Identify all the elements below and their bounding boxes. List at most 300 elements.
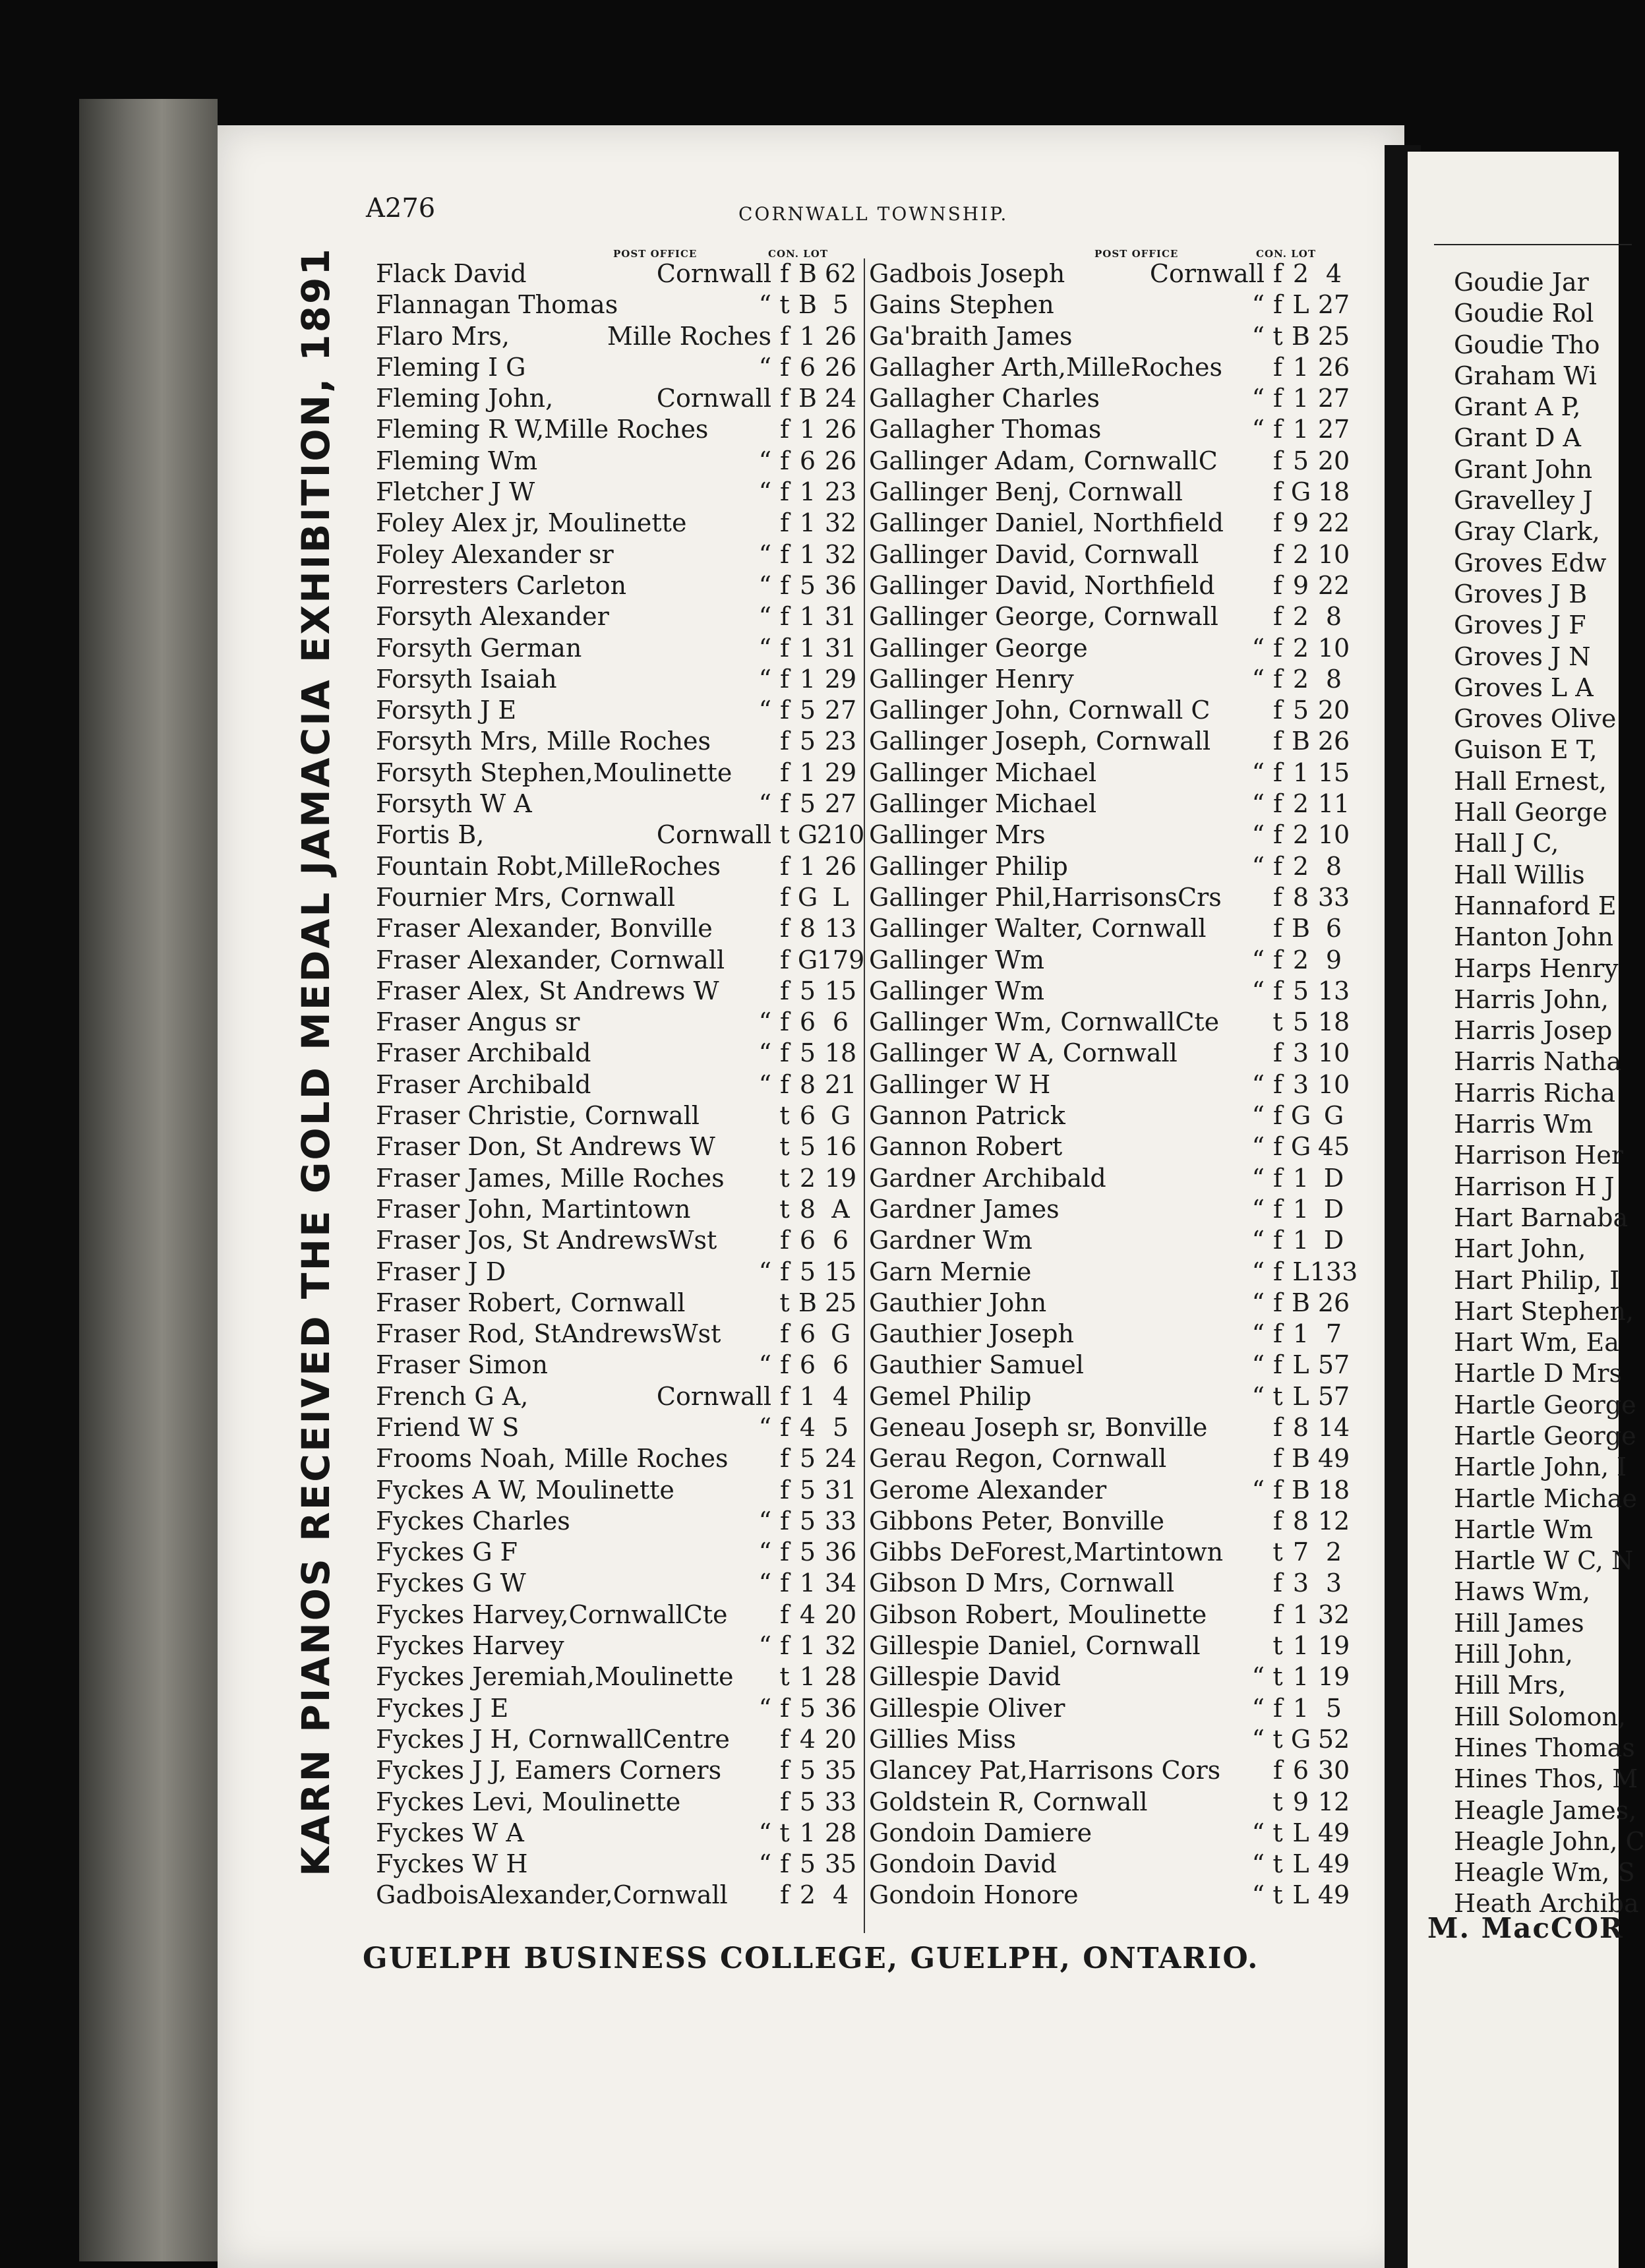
entry-name: Flaro Mrs, bbox=[376, 321, 510, 351]
entry-lot: 26 bbox=[1317, 727, 1350, 756]
entry-type: t bbox=[779, 1818, 790, 1847]
entry-lot: 179 bbox=[816, 945, 865, 974]
entry-type: f bbox=[1272, 851, 1283, 881]
directory-entry bbox=[376, 539, 857, 570]
directory-entry bbox=[869, 1443, 1350, 1474]
entry-name: Gains Stephen bbox=[869, 290, 1054, 320]
directory-entry bbox=[869, 664, 1350, 695]
entry-type: f bbox=[1272, 1226, 1283, 1255]
entry-name: Gallinger Joseph, Cornwall bbox=[869, 727, 1211, 756]
next-page-entry: Groves Edw bbox=[1454, 548, 1607, 578]
entry-name: Gibbons Peter, Bonville bbox=[869, 1506, 1165, 1536]
entry-name: GadboisAlexander,Cornwall bbox=[376, 1880, 728, 1910]
next-page-footer: M. MacCOR bbox=[1427, 1912, 1624, 1944]
entry-post-office: “ bbox=[758, 1818, 771, 1847]
entry-con: 5 bbox=[799, 1506, 816, 1536]
entry-type: f bbox=[1272, 1506, 1283, 1536]
entry-post-office: “ bbox=[1251, 1475, 1265, 1505]
entry-post-office: “ bbox=[758, 696, 771, 725]
entry-type: f bbox=[779, 1693, 790, 1723]
entry-lot: 28 bbox=[824, 1818, 857, 1847]
entry-con: 8 bbox=[1292, 1412, 1309, 1442]
entry-con: 2 bbox=[1292, 664, 1309, 694]
entry-post-office: “ bbox=[1251, 415, 1265, 444]
entry-type: f bbox=[779, 727, 790, 756]
directory-entry bbox=[376, 1537, 857, 1568]
entry-name: Glancey Pat,Harrisons Cors bbox=[869, 1756, 1221, 1785]
entry-lot: 21 bbox=[824, 1069, 857, 1099]
entry-lot: G bbox=[830, 1101, 851, 1131]
directory-entry bbox=[376, 1880, 857, 1911]
entry-type: f bbox=[779, 882, 790, 912]
entry-lot: 20 bbox=[824, 1599, 857, 1629]
entry-post-office: “ bbox=[758, 1069, 771, 1099]
entry-type: t bbox=[779, 1662, 790, 1692]
entry-con: L bbox=[1292, 1849, 1309, 1879]
entry-lot: 6 bbox=[832, 1226, 849, 1255]
entry-lot: 27 bbox=[1317, 415, 1350, 444]
next-page-entry: Heagle James, bbox=[1454, 1795, 1637, 1825]
entry-name: Flack David bbox=[376, 259, 527, 288]
entry-type: t bbox=[1272, 1662, 1283, 1692]
directory-entry bbox=[376, 321, 857, 352]
entry-lot: D bbox=[1323, 1194, 1344, 1224]
entry-type: f bbox=[1272, 415, 1283, 444]
directory-entry bbox=[376, 570, 857, 601]
entry-lot: 10 bbox=[1317, 539, 1350, 569]
directory-entry bbox=[869, 539, 1350, 570]
entry-con: G bbox=[797, 820, 818, 850]
entry-post-office: “ bbox=[1251, 1319, 1265, 1349]
next-page-entry: Harris Richa bbox=[1454, 1078, 1616, 1108]
directory-entry bbox=[869, 1755, 1350, 1786]
directory-entry bbox=[376, 789, 857, 820]
next-page-entry: Haws Wm, bbox=[1454, 1577, 1591, 1607]
entry-lot: 20 bbox=[1317, 696, 1350, 725]
directory-entry bbox=[376, 664, 857, 695]
entry-lot: G bbox=[830, 1319, 851, 1349]
footer-advertisement: GUELPH BUSINESS COLLEGE, GUELPH, ONTARIO. bbox=[363, 1942, 1259, 1975]
entry-post-office: “ bbox=[1251, 1226, 1265, 1255]
entry-lot: 33 bbox=[1317, 882, 1350, 912]
entry-lot: D bbox=[1323, 1226, 1344, 1255]
directory-entry bbox=[869, 1038, 1350, 1069]
directory-entry bbox=[869, 1350, 1350, 1381]
entry-con: 3 bbox=[1292, 1069, 1309, 1099]
entry-lot: 15 bbox=[824, 1257, 857, 1286]
entry-type: f bbox=[779, 851, 790, 881]
entry-name: Fyckes Jeremiah,Moulinette bbox=[376, 1662, 734, 1692]
directory-entry bbox=[376, 258, 857, 289]
entry-lot: 33 bbox=[824, 1506, 857, 1536]
directory-entry bbox=[376, 758, 857, 789]
entry-name: Fraser James, Mille Roches bbox=[376, 1163, 725, 1193]
entry-con: G bbox=[1290, 1132, 1311, 1162]
entry-post-office: “ bbox=[1251, 1101, 1265, 1131]
directory-entry bbox=[376, 1506, 857, 1537]
directory-entry bbox=[869, 1693, 1350, 1724]
entry-type: t bbox=[1272, 1007, 1283, 1037]
book-spine bbox=[79, 99, 218, 2261]
next-page-entry: Hill Solomon, bbox=[1454, 1702, 1627, 1731]
entry-name: Gallinger W H bbox=[869, 1069, 1051, 1099]
entry-con: 1 bbox=[799, 602, 816, 632]
entry-type: f bbox=[1272, 1350, 1283, 1380]
entry-name: Fyckes J E bbox=[376, 1693, 509, 1723]
entry-type: t bbox=[1272, 1381, 1283, 1411]
entry-post-office: “ bbox=[758, 1537, 771, 1567]
entry-name: Gerome Alexander bbox=[869, 1475, 1107, 1505]
directory-entry bbox=[869, 976, 1350, 1007]
entry-type: f bbox=[1272, 602, 1283, 632]
entry-name: Fraser Simon bbox=[376, 1350, 548, 1380]
entry-name: Gallinger David, Northfield bbox=[869, 570, 1215, 600]
entry-lot: 24 bbox=[824, 384, 857, 413]
entry-post-office: “ bbox=[1251, 1381, 1265, 1411]
next-page-entry: Hall Willis bbox=[1454, 860, 1585, 889]
directory-entry bbox=[376, 1194, 857, 1225]
entry-post-office: “ bbox=[758, 1631, 771, 1661]
entry-name: Gallinger Henry bbox=[869, 664, 1074, 694]
entry-con: 1 bbox=[1292, 1163, 1309, 1193]
entry-lot: 18 bbox=[824, 1038, 857, 1068]
entry-lot: G bbox=[1323, 1101, 1344, 1131]
directory-entry bbox=[376, 289, 857, 320]
entry-type: f bbox=[779, 914, 790, 943]
entry-lot: 49 bbox=[1317, 1444, 1350, 1474]
entry-name: Gardner James bbox=[869, 1194, 1060, 1224]
entry-con: 1 bbox=[799, 415, 816, 444]
entry-type: f bbox=[779, 1226, 790, 1255]
entry-name: Gallinger Wm bbox=[869, 976, 1045, 1005]
entry-name: Foley Alexander sr bbox=[376, 539, 614, 569]
con-lot-header-right: CON. LOT bbox=[1256, 248, 1316, 260]
entry-name: Fraser Angus sr bbox=[376, 1007, 580, 1037]
entry-lot: 29 bbox=[824, 664, 857, 694]
entry-con: 1 bbox=[799, 539, 816, 569]
directory-entry bbox=[869, 851, 1350, 882]
entry-lot: 5 bbox=[1325, 1693, 1342, 1723]
directory-entry bbox=[869, 1131, 1350, 1162]
directory-entry bbox=[376, 976, 857, 1007]
directory-entry bbox=[869, 477, 1350, 508]
directory-entry bbox=[376, 913, 857, 944]
entry-name: Gallinger John, Cornwall C bbox=[869, 696, 1211, 725]
left-column-entries bbox=[376, 258, 865, 1911]
directory-entry bbox=[376, 601, 857, 632]
directory-entry bbox=[869, 945, 1350, 976]
entry-lot: 26 bbox=[824, 321, 857, 351]
directory-entry bbox=[869, 1100, 1350, 1131]
next-page-entry: Grant John bbox=[1454, 454, 1593, 484]
entry-lot: 10 bbox=[1317, 820, 1350, 850]
entry-con: 1 bbox=[799, 477, 816, 507]
con-lot-header-left: CON. LOT bbox=[768, 248, 828, 260]
entry-con: 5 bbox=[1292, 1007, 1309, 1037]
entry-con: 6 bbox=[799, 352, 816, 382]
entry-type: f bbox=[779, 945, 790, 974]
entry-lot: 62 bbox=[824, 259, 857, 288]
entry-type: t bbox=[779, 1194, 790, 1224]
entry-name: Fraser Alex, St Andrews W bbox=[376, 976, 719, 1005]
entry-type: f bbox=[1272, 539, 1283, 569]
entry-lot: 57 bbox=[1317, 1381, 1350, 1411]
entry-lot: 7 bbox=[1325, 1319, 1342, 1349]
entry-lot: 29 bbox=[824, 758, 857, 787]
entry-con: 2 bbox=[1292, 789, 1309, 819]
entry-con: 1 bbox=[799, 1818, 816, 1847]
entry-post-office: “ bbox=[758, 570, 771, 600]
entry-post-office: “ bbox=[1251, 321, 1265, 351]
entry-con: 2 bbox=[1292, 602, 1309, 632]
entry-con: 1 bbox=[1292, 384, 1309, 413]
entry-type: f bbox=[1272, 758, 1283, 787]
entry-name: Gallagher Charles bbox=[869, 384, 1100, 413]
entry-post-office: “ bbox=[1251, 820, 1265, 850]
entry-name: Fraser Archibald bbox=[376, 1038, 591, 1068]
entry-name: Fountain Robt,MilleRoches bbox=[376, 851, 721, 881]
directory-entry bbox=[869, 289, 1350, 320]
entry-name: Forsyth Stephen,Moulinette bbox=[376, 758, 733, 787]
entry-type: f bbox=[779, 696, 790, 725]
entry-lot: 18 bbox=[1317, 1007, 1350, 1037]
directory-entry bbox=[376, 1257, 857, 1288]
entry-con: 1 bbox=[799, 1662, 816, 1692]
entry-con: 1 bbox=[799, 1568, 816, 1598]
entry-type: t bbox=[779, 1163, 790, 1193]
entry-type: f bbox=[1272, 1257, 1283, 1286]
entry-post-office: Mille Roches bbox=[607, 321, 771, 351]
entry-post-office: “ bbox=[1251, 1724, 1265, 1754]
entry-post-office: “ bbox=[1251, 976, 1265, 1005]
entry-name: Gallagher Arth,MilleRoches bbox=[869, 352, 1223, 382]
next-page-entry: Goudie Rol bbox=[1454, 299, 1594, 328]
directory-entry bbox=[376, 1007, 857, 1038]
entry-lot: 5 bbox=[832, 290, 849, 320]
entry-post-office: “ bbox=[758, 539, 771, 569]
entry-post-office: “ bbox=[1251, 1163, 1265, 1193]
entry-lot: 15 bbox=[824, 976, 857, 1005]
entry-name: Fortis B, bbox=[376, 820, 485, 850]
directory-entry bbox=[376, 851, 857, 882]
entry-post-office: “ bbox=[1251, 1818, 1265, 1847]
entry-type: f bbox=[779, 633, 790, 663]
entry-name: Gallinger Wm, CornwallCte bbox=[869, 1007, 1220, 1037]
entry-type: f bbox=[779, 758, 790, 787]
directory-entry bbox=[869, 882, 1350, 913]
entry-name: Garn Mernie bbox=[869, 1257, 1032, 1286]
entry-post-office: “ bbox=[1251, 1288, 1265, 1317]
entry-lot: 19 bbox=[1317, 1631, 1350, 1661]
entry-name: Forsyth J E bbox=[376, 696, 517, 725]
directory-entry bbox=[869, 508, 1350, 539]
next-page-entry: Hill John, bbox=[1454, 1640, 1573, 1669]
entry-lot: 14 bbox=[1317, 1412, 1350, 1442]
entry-post-office: “ bbox=[758, 1257, 771, 1286]
entry-name: Fletcher J W bbox=[376, 477, 535, 507]
entry-type: f bbox=[1272, 1194, 1283, 1224]
entry-name: French G A, bbox=[376, 1381, 529, 1411]
entry-con: 6 bbox=[799, 1350, 816, 1380]
directory-entry bbox=[376, 1131, 857, 1162]
entry-con: 6 bbox=[1292, 1756, 1309, 1785]
entry-con: 9 bbox=[1292, 508, 1309, 538]
entry-type: f bbox=[1272, 1163, 1283, 1193]
directory-entry bbox=[869, 1849, 1350, 1880]
entry-name: Gallinger David, Cornwall bbox=[869, 539, 1199, 569]
entry-lot: 25 bbox=[824, 1288, 857, 1317]
entry-con: 2 bbox=[1292, 851, 1309, 881]
entry-con: 1 bbox=[799, 851, 816, 881]
entry-lot: 13 bbox=[824, 914, 857, 943]
next-page-entry: Hall J C, bbox=[1454, 829, 1559, 858]
entry-con: 1 bbox=[1292, 1693, 1309, 1723]
entry-type: f bbox=[1272, 1599, 1283, 1629]
entry-con: L bbox=[1292, 1818, 1309, 1847]
entry-lot: 11 bbox=[1317, 789, 1350, 819]
entry-name: Fyckes J J, Eamers Corners bbox=[376, 1756, 722, 1785]
entry-type: f bbox=[1272, 820, 1283, 850]
entry-lot: 8 bbox=[1325, 664, 1342, 694]
entry-name: Gerau Regon, Cornwall bbox=[869, 1444, 1167, 1474]
entry-con: B bbox=[798, 1288, 817, 1317]
directory-entry bbox=[869, 1537, 1350, 1568]
entry-type: t bbox=[1272, 1787, 1283, 1816]
directory-entry bbox=[376, 1568, 857, 1599]
entry-con: 5 bbox=[799, 696, 816, 725]
entry-con: 1 bbox=[799, 1631, 816, 1661]
entry-con: 5 bbox=[1292, 696, 1309, 725]
entry-name: Fournier Mrs, Cornwall bbox=[376, 882, 675, 912]
entry-con: L bbox=[1292, 290, 1309, 320]
next-page-entry: Harrison Her bbox=[1454, 1141, 1624, 1170]
entry-lot: 31 bbox=[824, 602, 857, 632]
entry-type: f bbox=[779, 664, 790, 694]
directory-entry bbox=[869, 414, 1350, 445]
directory-entry bbox=[376, 1381, 857, 1412]
entry-post-office: “ bbox=[758, 602, 771, 632]
entry-con: 6 bbox=[799, 446, 816, 475]
next-page-entry: Groves Olive bbox=[1454, 704, 1617, 734]
next-page-entry: Harris John, bbox=[1454, 984, 1609, 1014]
next-page-entry: Heagle Wm, S bbox=[1454, 1858, 1635, 1888]
entry-type: t bbox=[1272, 1631, 1283, 1661]
entry-con: B bbox=[798, 290, 817, 320]
entry-name: Gauthier Joseph bbox=[869, 1319, 1075, 1349]
entry-type: t bbox=[1272, 1818, 1283, 1847]
entry-con: B bbox=[1292, 1475, 1310, 1505]
directory-entry bbox=[869, 383, 1350, 414]
directory-entry bbox=[869, 1288, 1350, 1319]
entry-name: Gondoin Honore bbox=[869, 1880, 1079, 1910]
entry-con: G bbox=[1290, 1101, 1311, 1131]
entry-name: Fleming R W,Mille Roches bbox=[376, 415, 709, 444]
next-page-entry: Hartle George bbox=[1454, 1421, 1636, 1450]
entry-con: 6 bbox=[799, 1101, 816, 1131]
entry-con: 9 bbox=[1292, 1787, 1309, 1816]
entry-lot: 36 bbox=[824, 1693, 857, 1723]
entry-con: 5 bbox=[799, 1475, 816, 1505]
entry-type: f bbox=[779, 1849, 790, 1879]
entry-name: Gallinger W A, Cornwall bbox=[869, 1038, 1178, 1068]
entry-type: f bbox=[779, 1257, 790, 1286]
entry-type: t bbox=[1272, 1724, 1283, 1754]
directory-entry bbox=[376, 1755, 857, 1786]
entry-name: Fyckes J H, CornwallCentre bbox=[376, 1724, 730, 1754]
entry-name: Frooms Noah, Mille Roches bbox=[376, 1444, 729, 1474]
directory-entry bbox=[376, 1225, 857, 1256]
entry-post-office: “ bbox=[758, 352, 771, 382]
entry-name: Gardner Wm bbox=[869, 1226, 1032, 1255]
entry-post-office: “ bbox=[1251, 1069, 1265, 1099]
entry-type: f bbox=[779, 1724, 790, 1754]
entry-con: B bbox=[1292, 1288, 1310, 1317]
entry-name: Forresters Carleton bbox=[376, 570, 627, 600]
entry-con: G bbox=[1290, 1724, 1311, 1754]
directory-entry bbox=[376, 820, 865, 850]
entry-name: Fraser Christie, Cornwall bbox=[376, 1101, 700, 1131]
entry-name: Fleming Wm bbox=[376, 446, 538, 475]
entry-type: f bbox=[1272, 976, 1283, 1005]
entry-con: 2 bbox=[1292, 945, 1309, 974]
entry-post-office: Cornwall bbox=[656, 820, 771, 850]
entry-con: 1 bbox=[799, 321, 816, 351]
entry-lot: 31 bbox=[824, 633, 857, 663]
entry-name: Fyckes A W, Moulinette bbox=[376, 1475, 674, 1505]
entry-lot: 27 bbox=[824, 696, 857, 725]
next-page-entry: Groves J F bbox=[1454, 611, 1586, 640]
entry-con: B bbox=[798, 384, 817, 413]
next-page-entry: Heagle John, C bbox=[1454, 1826, 1645, 1856]
entry-lot: 19 bbox=[824, 1163, 857, 1193]
entry-con: 1 bbox=[1292, 1194, 1309, 1224]
entry-name: Fraser Alexander, Bonville bbox=[376, 914, 713, 943]
entry-name: Fraser Robert, Cornwall bbox=[376, 1288, 686, 1317]
entry-lot: 25 bbox=[1317, 321, 1350, 351]
entry-con: 1 bbox=[1292, 1662, 1309, 1692]
entry-type: f bbox=[779, 1756, 790, 1785]
entry-con: 8 bbox=[1292, 1506, 1309, 1536]
next-page-entry: Gray Clark, bbox=[1454, 517, 1600, 547]
entry-post-office: “ bbox=[758, 1506, 771, 1536]
entry-con: 5 bbox=[799, 1444, 816, 1474]
directory-entry bbox=[376, 695, 857, 726]
entry-name: Gallinger George, Cornwall bbox=[869, 602, 1218, 632]
entry-type: f bbox=[779, 1880, 790, 1910]
entry-type: f bbox=[1272, 664, 1283, 694]
entry-name: Gallinger Phil,HarrisonsCrs bbox=[869, 882, 1222, 912]
directory-entry bbox=[376, 1163, 857, 1194]
entry-post-office: “ bbox=[758, 1568, 771, 1598]
directory-entry bbox=[869, 789, 1350, 820]
directory-entry bbox=[376, 414, 857, 445]
next-page-entry: Gravelley J bbox=[1454, 486, 1593, 516]
entry-name: Fraser Jos, St AndrewsWst bbox=[376, 1226, 717, 1255]
entry-lot: 26 bbox=[824, 352, 857, 382]
entry-name: Forsyth W A bbox=[376, 789, 532, 819]
entry-lot: 20 bbox=[824, 1724, 857, 1754]
next-page-entry: Graham Wi bbox=[1454, 361, 1597, 390]
entry-lot: 23 bbox=[824, 727, 857, 756]
entry-con: 5 bbox=[799, 1257, 816, 1286]
entry-name: Gallinger Adam, CornwallC bbox=[869, 446, 1218, 475]
entry-lot: 45 bbox=[1317, 1132, 1350, 1162]
entry-type: f bbox=[1272, 1132, 1283, 1162]
next-page-entry: Groves J B bbox=[1454, 579, 1588, 609]
entry-type: f bbox=[1272, 1444, 1283, 1474]
entry-post-office: “ bbox=[1251, 1880, 1265, 1910]
column-divider bbox=[864, 258, 865, 1933]
